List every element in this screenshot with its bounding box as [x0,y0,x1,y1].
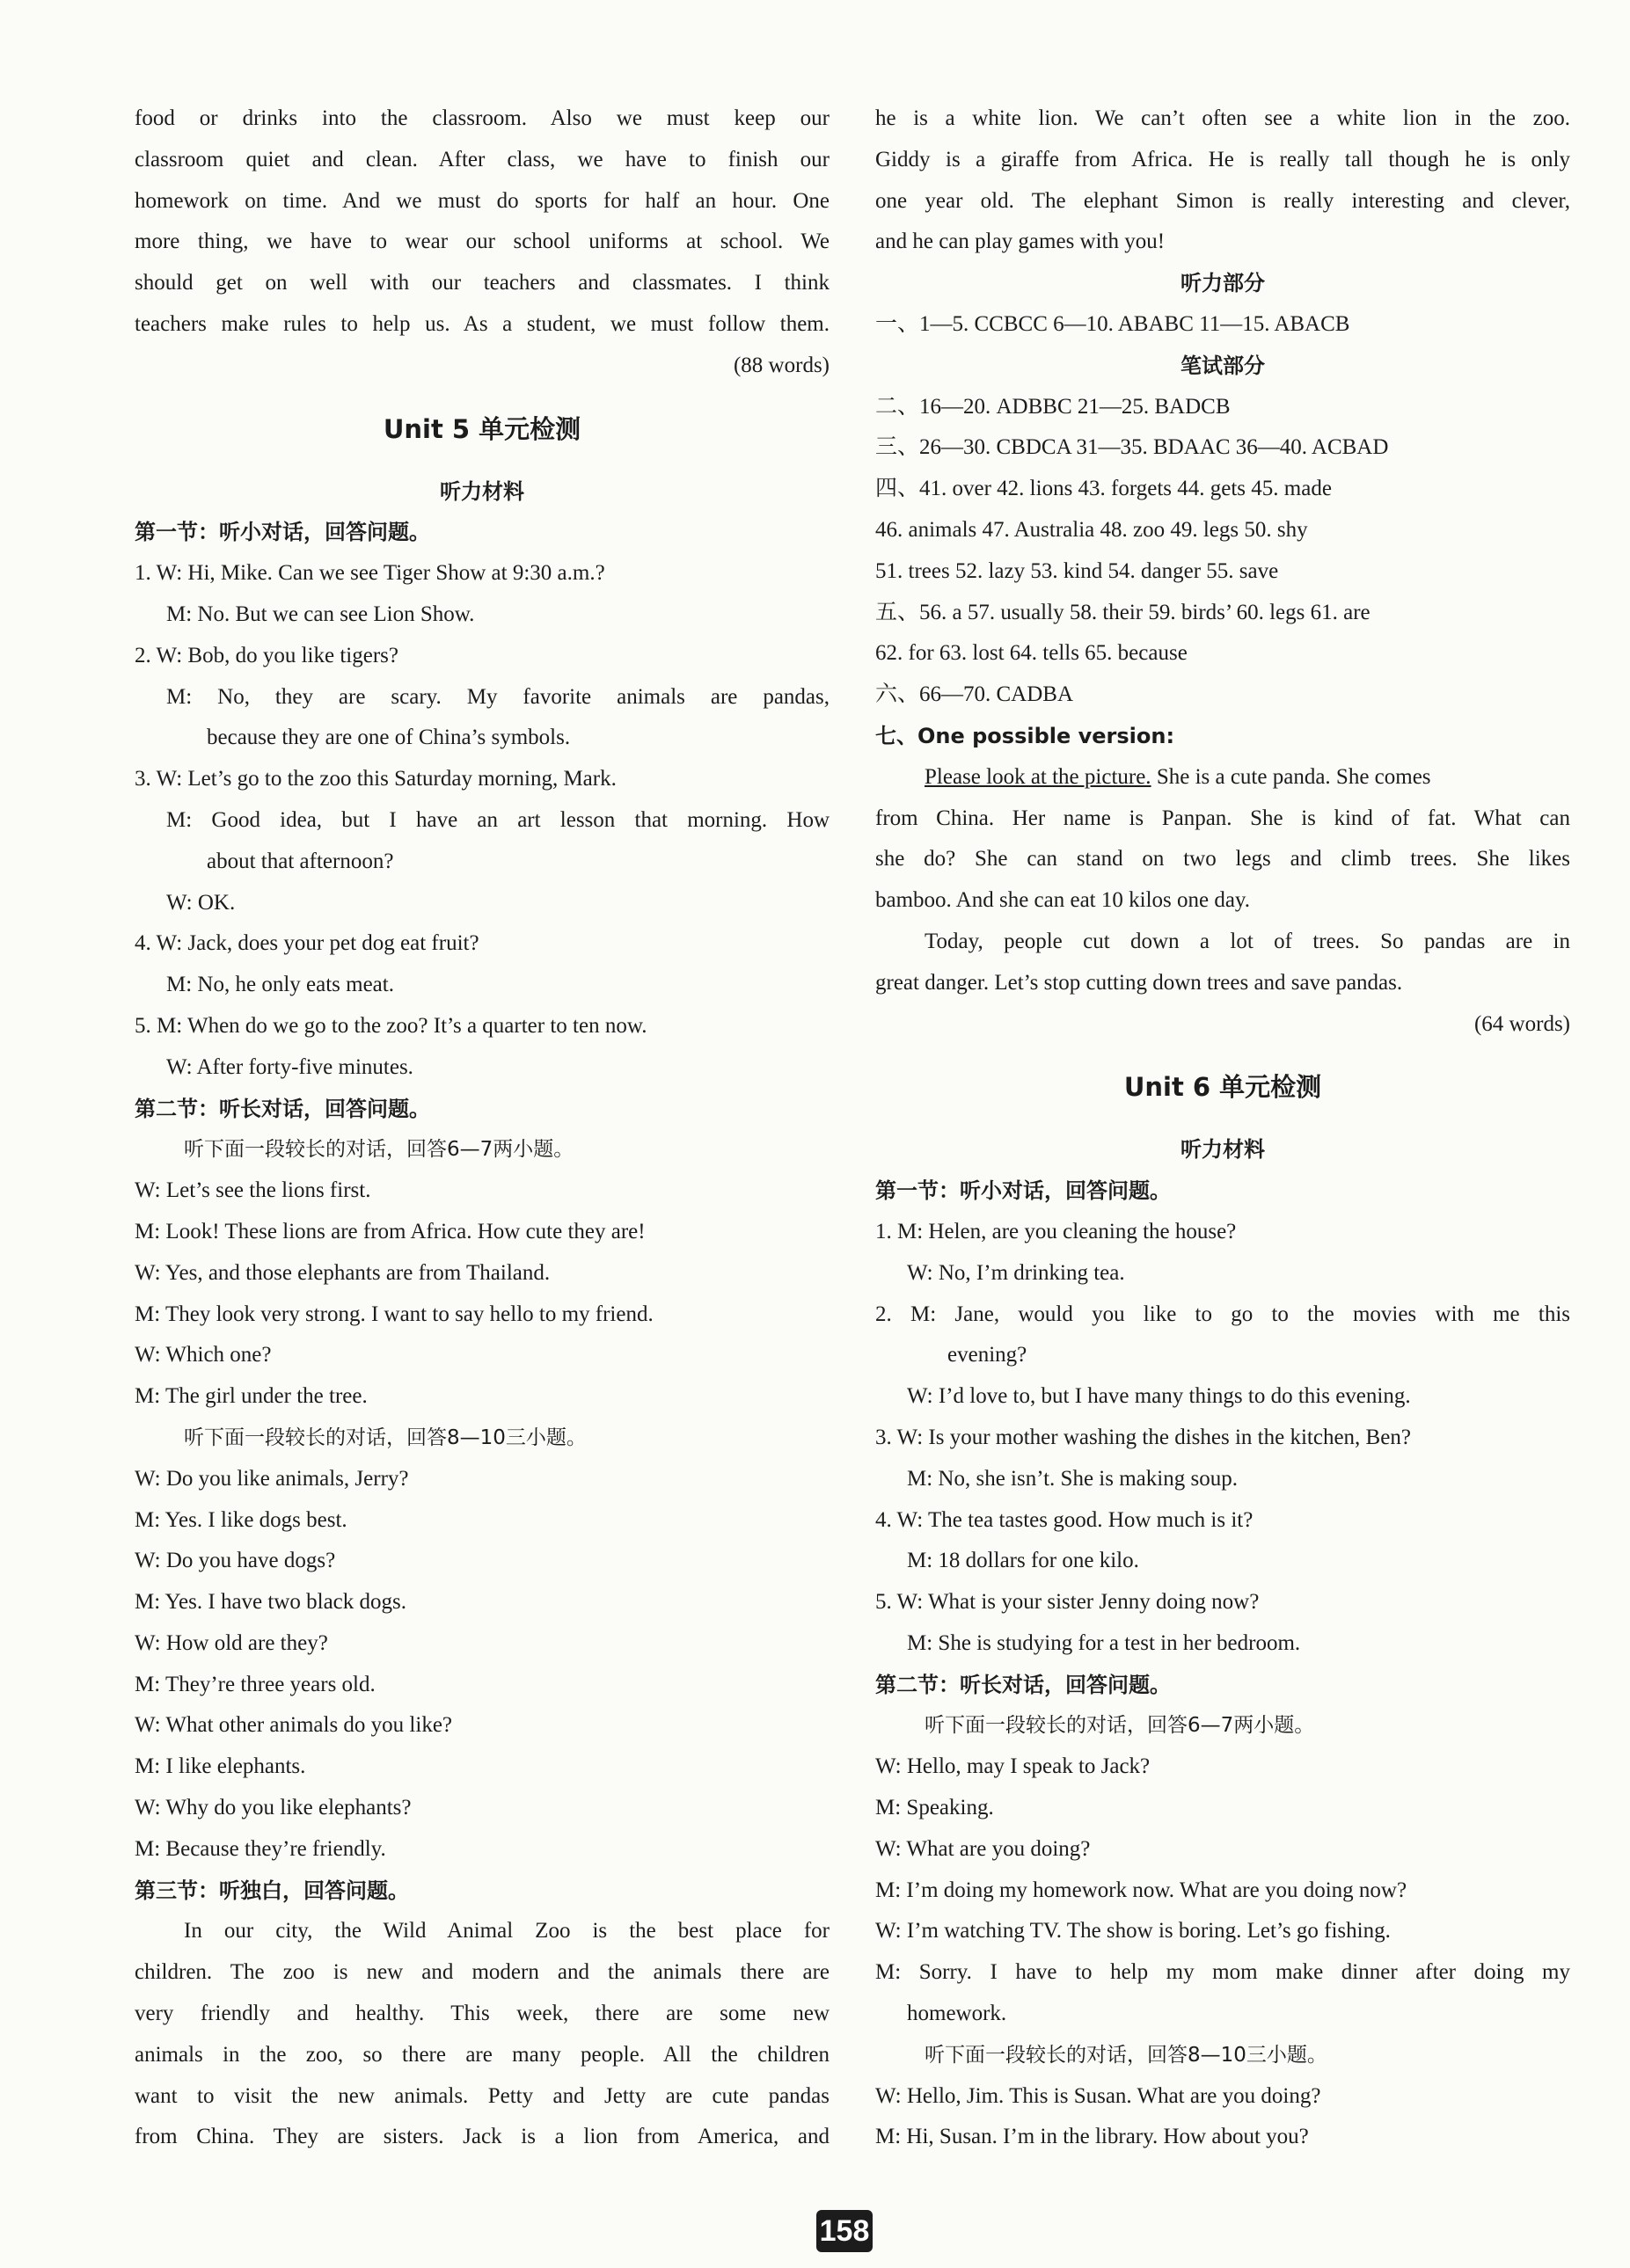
dialogue-line: M: No, they are scary. My favorite animals are pandas, [166,684,830,709]
dialogue-line: M: Good idea, but I have an art lesson that morning. How [166,807,830,832]
dialogue-line: 2. M: Jane, would you like to go to the movies with me this [875,1302,1570,1326]
dialogue-line: W: Hello, Jim. This is Susan. What are you doing? [875,2083,1321,2108]
dialogue-line: W: OK. [166,890,236,915]
answer-line: 三、26—30. CBDCA 31—35. BDAAC 36—40. ACBAD [875,435,1389,460]
monologue-line: In our city, the Wild Animal Zoo is the best place for [184,1919,830,1943]
dialogue-line: M: I’m doing my homework now. What are you doing now? [875,1878,1407,1902]
text-line: classroom quiet and clean. After class, we have to finish our [135,147,830,171]
text-line: should get on well with our teachers and classmates. I think [135,271,830,295]
dialogue-line: 5. W: What is your sister Jenny doing now? [875,1590,1260,1615]
dialogue-line: W: No, I’m drinking tea. [907,1260,1125,1285]
answer-line: 五、56. a 57. usually 58. their 59. birds’ 60. legs 61. are [875,600,1371,624]
section2-title: 第二节：听长对话，回答问题。 [875,1672,1171,1697]
essay-line: great danger. Let’s stop cutting down trees and save pandas. [875,970,1403,995]
sample-essay-label: 七、One possible version: [875,723,1175,748]
dialogue-line: 5. M: When do we go to the zoo? It’s a quarter to ten now. [135,1013,647,1038]
dialogue-line: W: What other animals do you like? [135,1713,453,1738]
monologue-line: very friendly and healthy. This week, there are some new [135,2002,830,2026]
dialogue-line: about that afternoon? [207,849,394,873]
monologue-line: he is a white lion. We can’t often see a white lion in the zoo. [875,106,1570,130]
dialogue-line: 3. W: Is your mother washing the dishes in the kitchen, Ben? [875,1425,1411,1449]
dialogue-line: M: Hi, Susan. I’m in the library. How about you? [875,2125,1309,2149]
dialogue-line: M: I like elephants. [135,1754,306,1779]
word-count: (88 words) [733,353,830,377]
text-line: more thing, we have to wear our school uniforms at school. We [135,230,830,254]
dialogue-line: evening? [947,1343,1027,1367]
dialogue-line: W: Do you have dogs? [135,1549,336,1573]
dialogue-line: M: No. But we can see Lion Show. [166,602,475,626]
word-count: (64 words) [1473,1011,1570,1036]
answer-line: 62. for 63. lost 64. tells 65. because [875,641,1188,666]
left-column [135,98,830,2158]
dialogue-line: 2. W: Bob, do you like tigers? [135,643,398,667]
dialogue-line: M: Sorry. I have to help my mom make dinner after doing my [875,1960,1570,1985]
text-line: food or drinks into the classroom. Also we must keep our [135,106,830,130]
dialogue-line: W: Do you like animals, Jerry? [135,1466,409,1491]
monologue-line: and he can play games with you! [875,230,1166,254]
dialogue-line: M: Because they’re friendly. [135,1836,386,1861]
section1-title: 第一节：听小对话，回答问题。 [135,520,430,545]
answer-line: 46. animals 47. Australia 48. zoo 49. legs 50. shy [875,517,1308,542]
unit6-title: Unit 6 单元检测 [1123,1072,1322,1103]
monologue-line: from China. They are sisters. Jack is a lion from America, and [135,2125,830,2149]
instruction-line: 听下面一段较长的对话，回答8—10三小题。 [184,1426,587,1449]
dialogue-line: M: No, she isn’t. She is making soup. [907,1466,1238,1491]
monologue-line: want to visit the new animals. Petty and Jetty are cute pandas [135,2083,830,2108]
dialogue-line: M: They’re three years old. [135,1672,376,1696]
dialogue-line: 4. W: The tea tastes good. How much is it? [875,1507,1254,1532]
dialogue-line: M: Yes. I have two black dogs. [135,1590,407,1615]
listening-material-title: 听力材料 [440,478,524,504]
instruction-line: 听下面一段较长的对话，回答6—7两小题。 [925,1714,1315,1738]
essay-line: she do? She can stand on two legs and climb trees. She likes [875,847,1570,871]
dialogue-line: because they are one of China’s symbols. [207,726,571,750]
instruction-line: 听下面一段较长的对话，回答6—7两小题。 [184,1138,574,1162]
answer-line: 51. trees 52. lazy 53. kind 54. danger 55. save [875,558,1279,583]
section1-title: 第一节：听小对话，回答问题。 [875,1178,1171,1204]
page-number: 158 [816,2210,873,2252]
essay-text: She is a cute panda. She comes [1151,764,1431,789]
section3-title: 第三节：听独白，回答问题。 [135,1878,409,1903]
dialogue-line: 3. W: Let’s go to the zoo this Saturday morning, Mark. [135,767,617,791]
listening-material-title: 听力材料 [1180,1137,1265,1163]
dialogue-line: M: They look very strong. I want to say hello to my friend. [135,1302,654,1326]
monologue-line: animals in the zoo, so there are many people. All the children [135,2042,830,2067]
dialogue-line: W: Which one? [135,1343,272,1367]
dialogue-line: M: She is studying for a test in her bedroom. [907,1630,1301,1655]
text-line: teachers make rules to help us. As a student, we must follow them. [135,311,830,336]
dialogue-line: 1. M: Helen, are you cleaning the house? [875,1219,1237,1243]
answer-line: 四、41. over 42. lions 43. forgets 44. gets 45. made [875,477,1332,501]
section2-title: 第二节：听长对话，回答问题。 [135,1096,430,1121]
dialogue-line: W: Let’s see the lions first. [135,1178,371,1203]
listening-part-title: 听力部分 [1180,271,1265,296]
dialogue-line: M: No, he only eats meat. [166,973,394,997]
dialogue-line: W: I’m watching TV. The show is boring. Let’s go fishing. [875,1919,1391,1943]
monologue-line: children. The zoo is new and modern and the animals there are [135,1960,830,1985]
dialogue-line: 4. W: Jack, does your pet dog eat fruit? [135,931,479,956]
unit5-title: Unit 5 单元检测 [383,413,581,444]
essay-line: from China. Her name is Panpan. She is kind of fat. What can [875,806,1570,830]
dialogue-line: M: Yes. I like dogs best. [135,1507,347,1532]
written-part-title: 笔试部分 [1180,353,1265,378]
answer-line: 六、66—70. CADBA [875,682,1074,707]
dialogue-line: homework. [907,2002,1007,2026]
dialogue-line: M: Speaking. [875,1796,994,1820]
dialogue-line: W: Why do you like elephants? [135,1796,412,1820]
essay-underlined-sentence: Please look at the picture. [925,764,1151,789]
dialogue-line: M: 18 dollars for one kilo. [907,1549,1139,1573]
dialogue-line: W: What are you doing? [875,1836,1091,1861]
dialogue-line: W: Hello, may I speak to Jack? [875,1754,1151,1779]
dialogue-line: W: After forty-five minutes. [166,1054,413,1079]
monologue-line: one year old. The elephant Simon is really interesting and clever, [875,188,1570,213]
answer-line: 二、16—20. ADBBC 21—25. BADCB [875,394,1231,419]
dialogue-line: M: The girl under the tree. [135,1384,368,1409]
right-column [875,98,1570,2158]
essay-line: bamboo. And she can eat 10 kilos one day. [875,888,1251,913]
dialogue-line: M: Look! These lions are from Africa. How cute they are! [135,1219,646,1243]
answer-line: 一、1—5. CCBCC 6—10. ABABC 11—15. ABACB [875,311,1350,336]
instruction-line: 听下面一段较长的对话，回答8—10三小题。 [925,2043,1327,2067]
dialogue-line: W: How old are they? [135,1630,328,1655]
monologue-line: Giddy is a giraffe from Africa. He is really tall though he is only [875,147,1570,171]
dialogue-line: W: Yes, and those elephants are from Thailand. [135,1260,551,1285]
dialogue-line: 1. W: Hi, Mike. Can we see Tiger Show at 9:30 a.m.? [135,561,605,586]
essay-line: Today, people cut down a lot of trees. So pandas are in [925,929,1570,953]
text-line: homework on time. And we must do sports for half an hour. One [135,188,830,213]
dialogue-line: W: I’d love to, but I have many things to do this evening. [907,1384,1411,1409]
essay-line [875,757,1570,799]
